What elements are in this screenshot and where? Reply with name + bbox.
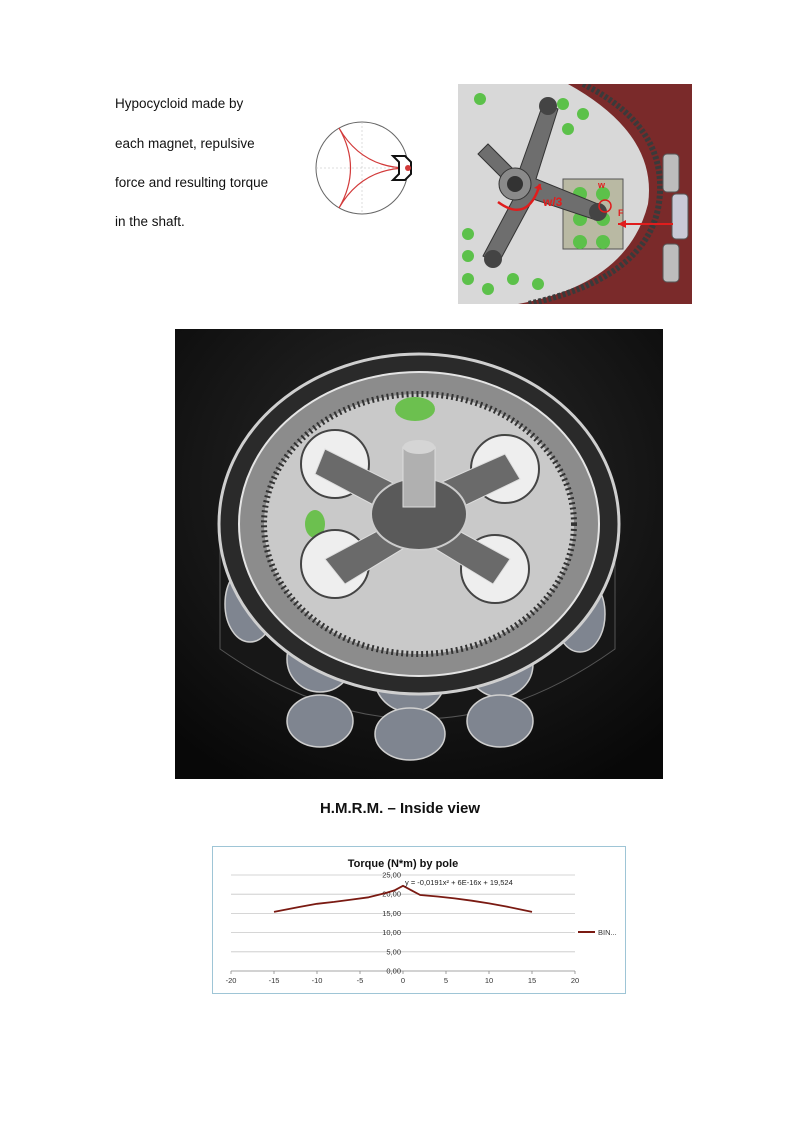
x-tick-label: -20 [225,976,237,985]
intro-line: in the shaft. [115,214,185,229]
y-tick-label: 0,00 [386,966,401,976]
x-tick-label: 10 [484,976,494,985]
x-tick-label: -15 [268,976,280,985]
angular-speed-label: w/3 [543,195,563,209]
omega-label: w [598,180,606,190]
y-tick-label: 10,00 [382,928,401,938]
mechanism-closeup [458,84,692,304]
hypocycloid-diagram [310,118,420,218]
intro-line: Hypocycloid made by [115,96,244,111]
intro-line: each magnet, repulsive [115,136,255,151]
x-tick-label: 20 [570,976,580,985]
intro-line: force and resulting torque [115,175,269,190]
hmrm-render [175,329,663,779]
x-tick-label: -5 [356,976,364,985]
force-label: F [618,208,624,218]
series-line [274,886,532,912]
torque-chart [212,846,626,994]
y-tick-label: 15,00 [382,908,401,918]
figure-caption: H.M.R.M. – Inside view [319,800,481,817]
chart-series [274,886,532,912]
legend-label: BIN... [598,928,617,937]
trendline-equation: y = -0,0191x² + 6E-16x + 19,524 [405,878,513,887]
y-tick-label: 25,00 [382,870,401,880]
x-tick-label: -10 [311,976,323,985]
x-tick-label: 15 [527,976,537,985]
y-tick-label: 5,00 [386,947,401,957]
torque-chart-svg [213,847,625,993]
x-tick-label: 5 [443,976,449,985]
chart-title: Torque (N*m) by pole [347,858,459,870]
y-tick-label: 20,00 [382,889,401,899]
chart-y-ticks [382,871,401,976]
chart-gridlines [231,875,575,971]
x-tick-label: 0 [400,976,406,985]
chart-x-ticks [226,971,580,985]
